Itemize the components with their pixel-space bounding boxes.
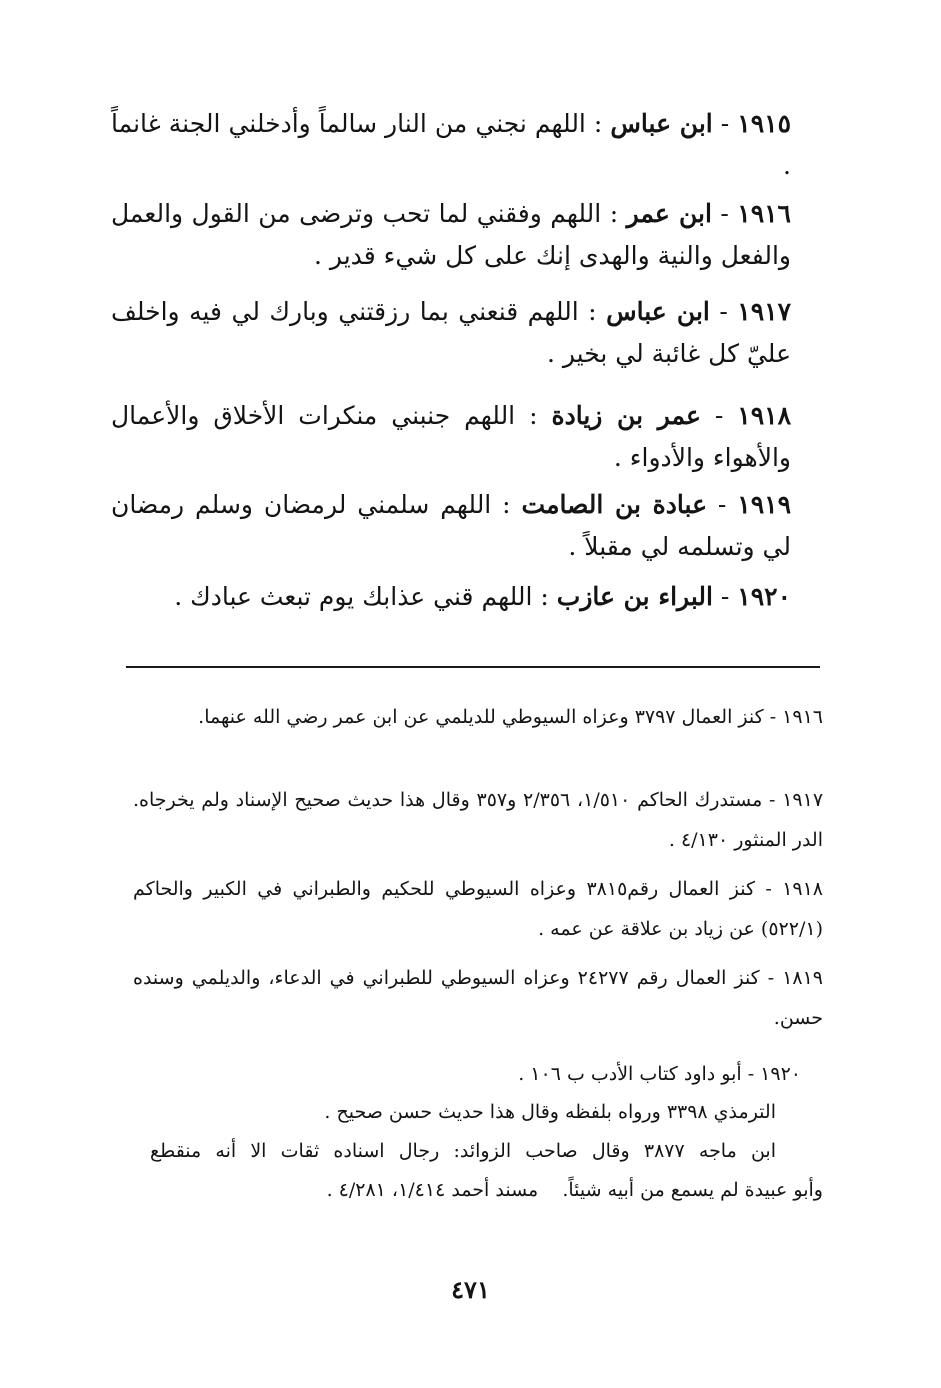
entry-dash: - [700,401,738,430]
footnote-1819 [133,958,823,1038]
entry-1917 [111,291,791,375]
footnote-text: أبو داود كتاب الأدب ب ١٠٦ . [518,1063,742,1085]
footnote-number: ١٩١٨ [782,878,824,900]
footnote-dash: - [759,967,783,989]
entry-narrator: ابن عباس [606,297,710,326]
footnote-text: كنز العمال رقم ٢٤٢٧٧ وعزاه السيوطي للطبراني في الدعاء، والديلمي وسنده حسن. [133,967,823,1029]
entry-narrator: عبادة بن الصامت [521,490,707,519]
entry-narrator: البراء بن عازب [556,582,713,611]
entry-number: ١٩١٩ [737,490,791,519]
entry-1918 [111,395,791,479]
entry-dash: - [709,297,738,326]
footnote-1920-line-1 [518,1056,801,1092]
entry-text: اللهم وفقني لما تحب وترضى من القول والعمل والفعل والنية والهدى إنك على كل شيء قدير . [111,199,791,270]
footnote-number: ١٩١٧ [782,789,824,811]
entry-1915 [111,103,791,187]
footnote-number: ١٩١٦ [782,706,823,728]
footnote-separator [126,666,820,668]
footnote-dash: - [762,789,783,811]
entry-dash: - [706,490,738,519]
entry-text: اللهم سلمني لرمضان وسلم رمضان لي وتسلمه لي مقبلاً . [111,490,791,561]
entry-number: ١٩١٨ [737,401,791,430]
entry-1919 [111,484,791,568]
entry-number: ١٩١٦ [737,199,791,228]
footnote-1920-line-3: ابن ماجه ٣٨٧٧ وقال صاحب الزوائد: رجال اسناده ثقات الا أنه منقطع [150,1140,776,1162]
entry-number: ١٩٢٠ [737,582,791,611]
entry-number: ١٩١٧ [737,297,792,326]
entry-colon: : [532,582,557,611]
entry-number: ١٩١٥ [737,109,792,138]
footnote-number: ١٨١٩ [782,967,824,989]
entry-dash: - [712,582,738,611]
entry-text: اللهم نجني من النار سالماً وأدخلني الجنة غانماً . [111,109,791,180]
footnote-number: ١٩٢٠ [760,1063,801,1085]
entry-text: اللهم قني عذابك يوم تبعث عبادك . [174,582,533,611]
entry-colon: : [578,297,607,326]
entry-colon: : [515,401,552,430]
entry-dash: - [712,109,738,138]
entry-narrator: عمر بن زيادة [551,401,701,430]
footnote-text: كنز العمال ٣٧٩٧ وعزاه السيوطي للديلمي عن ابن عمر رضي الله عنهما. [198,706,764,728]
entry-1920 [111,576,791,618]
entry-text: اللهم جنبني منكرات الأخلاق والأعمال والأهواء والأدواء . [111,401,791,472]
footnote-dash: - [755,878,783,900]
footnote-dash: - [763,706,783,728]
entry-colon: : [585,109,611,138]
entry-colon: : [601,199,627,228]
entry-text: اللهم قنعني بما رزقتني وبارك لي فيه واخلف عليّ كل غائبة لي بخير . [111,297,791,368]
page-number: ٤٧١ [451,1275,490,1304]
footnote-text: مستدرك الحاكم ١/٥١٠، ٢/٣٥٦ و٣٥٧ وقال هذا حديث صحيح الإسناد ولم يخرجاه. الدر المنثور ٤/١٣٠ . [102,789,823,851]
entry-narrator: ابن عمر [626,199,712,228]
footnote-1916 [133,697,823,737]
footnote-1920-line-4: وأبو عبيدة لم يسمع من أبيه شيئاً. مسند أحمد ١/٤١٤، ٤/٢٨١ . [326,1179,823,1201]
entry-dash: - [711,199,738,228]
footnote-text: كنز العمال رقم٣٨١٥ وعزاه السيوطي للحكيم والطبراني في الكبير والحاكم (٥٢٢/١) عن زياد بن علاقة عن عمه . [133,878,823,940]
entry-colon: : [491,490,522,519]
footnote-1918 [133,869,823,949]
footnote-dash: - [741,1063,761,1085]
entry-1916 [111,193,791,277]
entry-narrator: ابن عباس [610,109,713,138]
footnote-1917 [102,780,824,860]
footnote-1920-line-2: الترمذي ٣٣٩٨ ورواه بلفظه وقال هذا حديث حسن صحيح . [324,1101,776,1123]
